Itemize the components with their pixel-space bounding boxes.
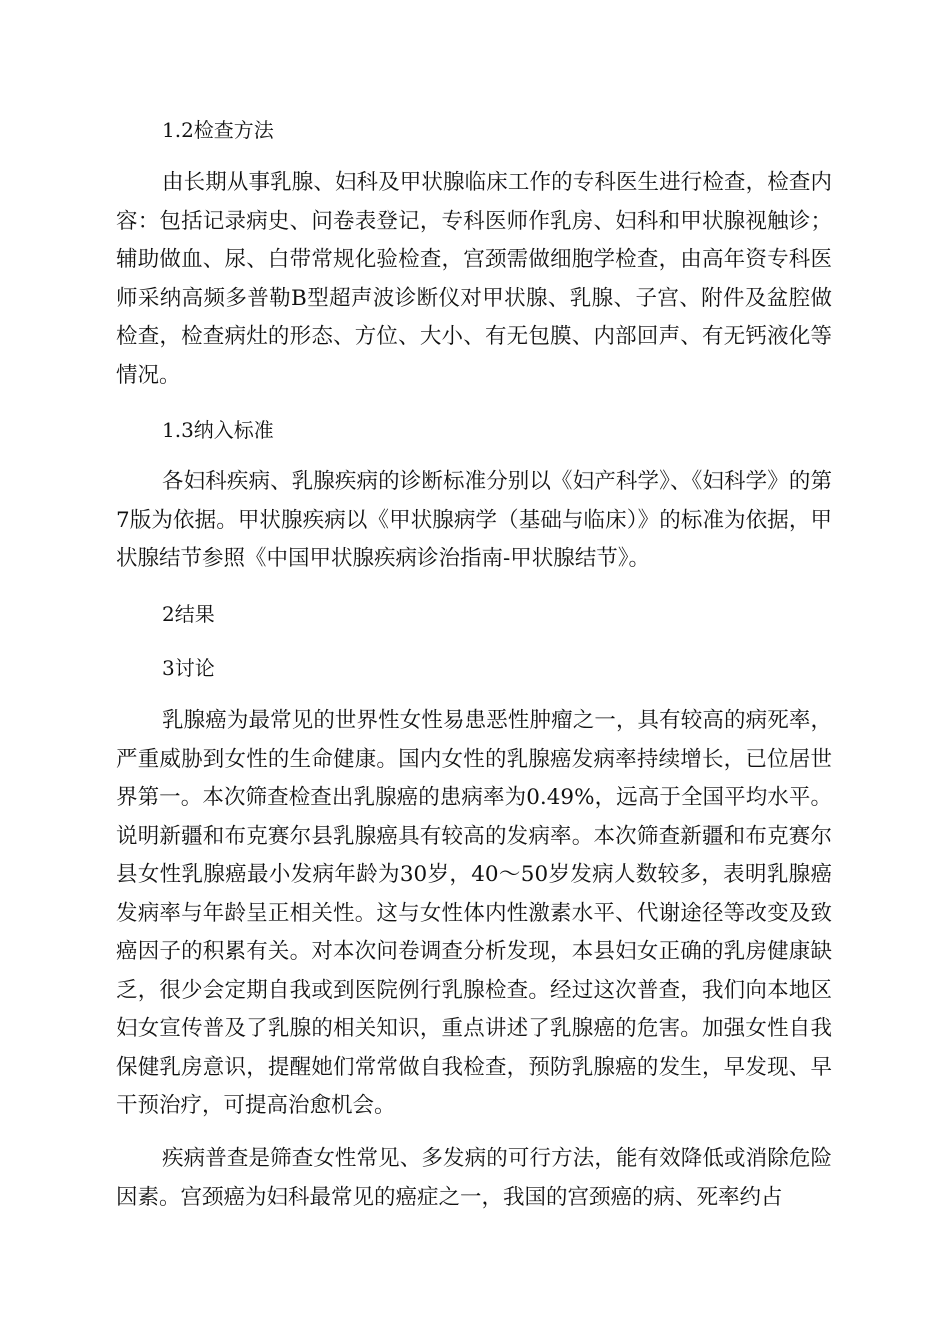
section-heading-2: 2结果 bbox=[162, 602, 215, 626]
paragraph-discussion-screening: 疾病普查是筛查女性常见、多发病的可行方法，能有效降低或消除危险因素。宫颈癌为妇科最常见的癌症之一，我国的宫颈癌的病、死率约占 bbox=[116, 1146, 832, 1210]
paragraph-examination-method: 由长期从事乳腺、妇科及甲状腺临床工作的专科医生进行检查，检查内容：包括记录病史、问卷表登记，专科医师作乳房、妇科和甲状腺视触诊；辅助做血、尿、白带常规化验检查，宫颈需做细胞学检查，由高年资专科医师采纳高频多普勒B型超声波诊断仪对甲状腺、乳腺、子宫、附件及盆腔做检查，检查病灶的形态、方位、大小、有无包膜、内部回声、有无钙液化等情况。 bbox=[116, 170, 832, 388]
section-heading-1-3: 1.3纳入标准 bbox=[162, 418, 274, 442]
section-heading-1-2: 1.2检查方法 bbox=[162, 118, 274, 142]
paragraph-inclusion-criteria: 各妇科疾病、乳腺疾病的诊断标准分别以《妇产科学》、《妇科学》的第7版为依据。甲状腺疾病以《甲状腺病学（基础与临床）》的标准为依据，甲状腺结节参照《中国甲状腺疾病诊治指南-甲状腺结节》。 bbox=[116, 469, 832, 571]
paragraph-discussion-breast-cancer: 乳腺癌为最常见的世界性女性易患恶性肿瘤之一，具有较高的病死率，严重威胁到女性的生命健康。国内女性的乳腺癌发病率持续增长，已位居世界第一。本次筛查检查出乳腺癌的患病率为0.49%，远高于全国平均水平。说明新疆和布克赛尔县乳腺癌具有较高的发病率。本次筛查新疆和布克赛尔县女性乳腺癌最小发病年龄为30岁，40～50岁发病人数较多，表明乳腺癌发病率与年龄呈正相关性。这与女性体内性激素水平、代谢途径等改变及致癌因子的积累有关。对本次问卷调查分析发现，本县妇女正确的乳房健康缺乏，很少会定期自我或到医院例行乳腺检查。经过这次普查，我们向本地区妇女宣传普及了乳腺的相关知识，重点讲述了乳腺癌的危害。加强女性自我保健乳房意识，提醒她们常常做自我检查，预防乳腺癌的发生，早发现、早干预治疗，可提高治愈机会。 bbox=[116, 708, 832, 1118]
section-heading-3: 3讨论 bbox=[162, 656, 215, 680]
